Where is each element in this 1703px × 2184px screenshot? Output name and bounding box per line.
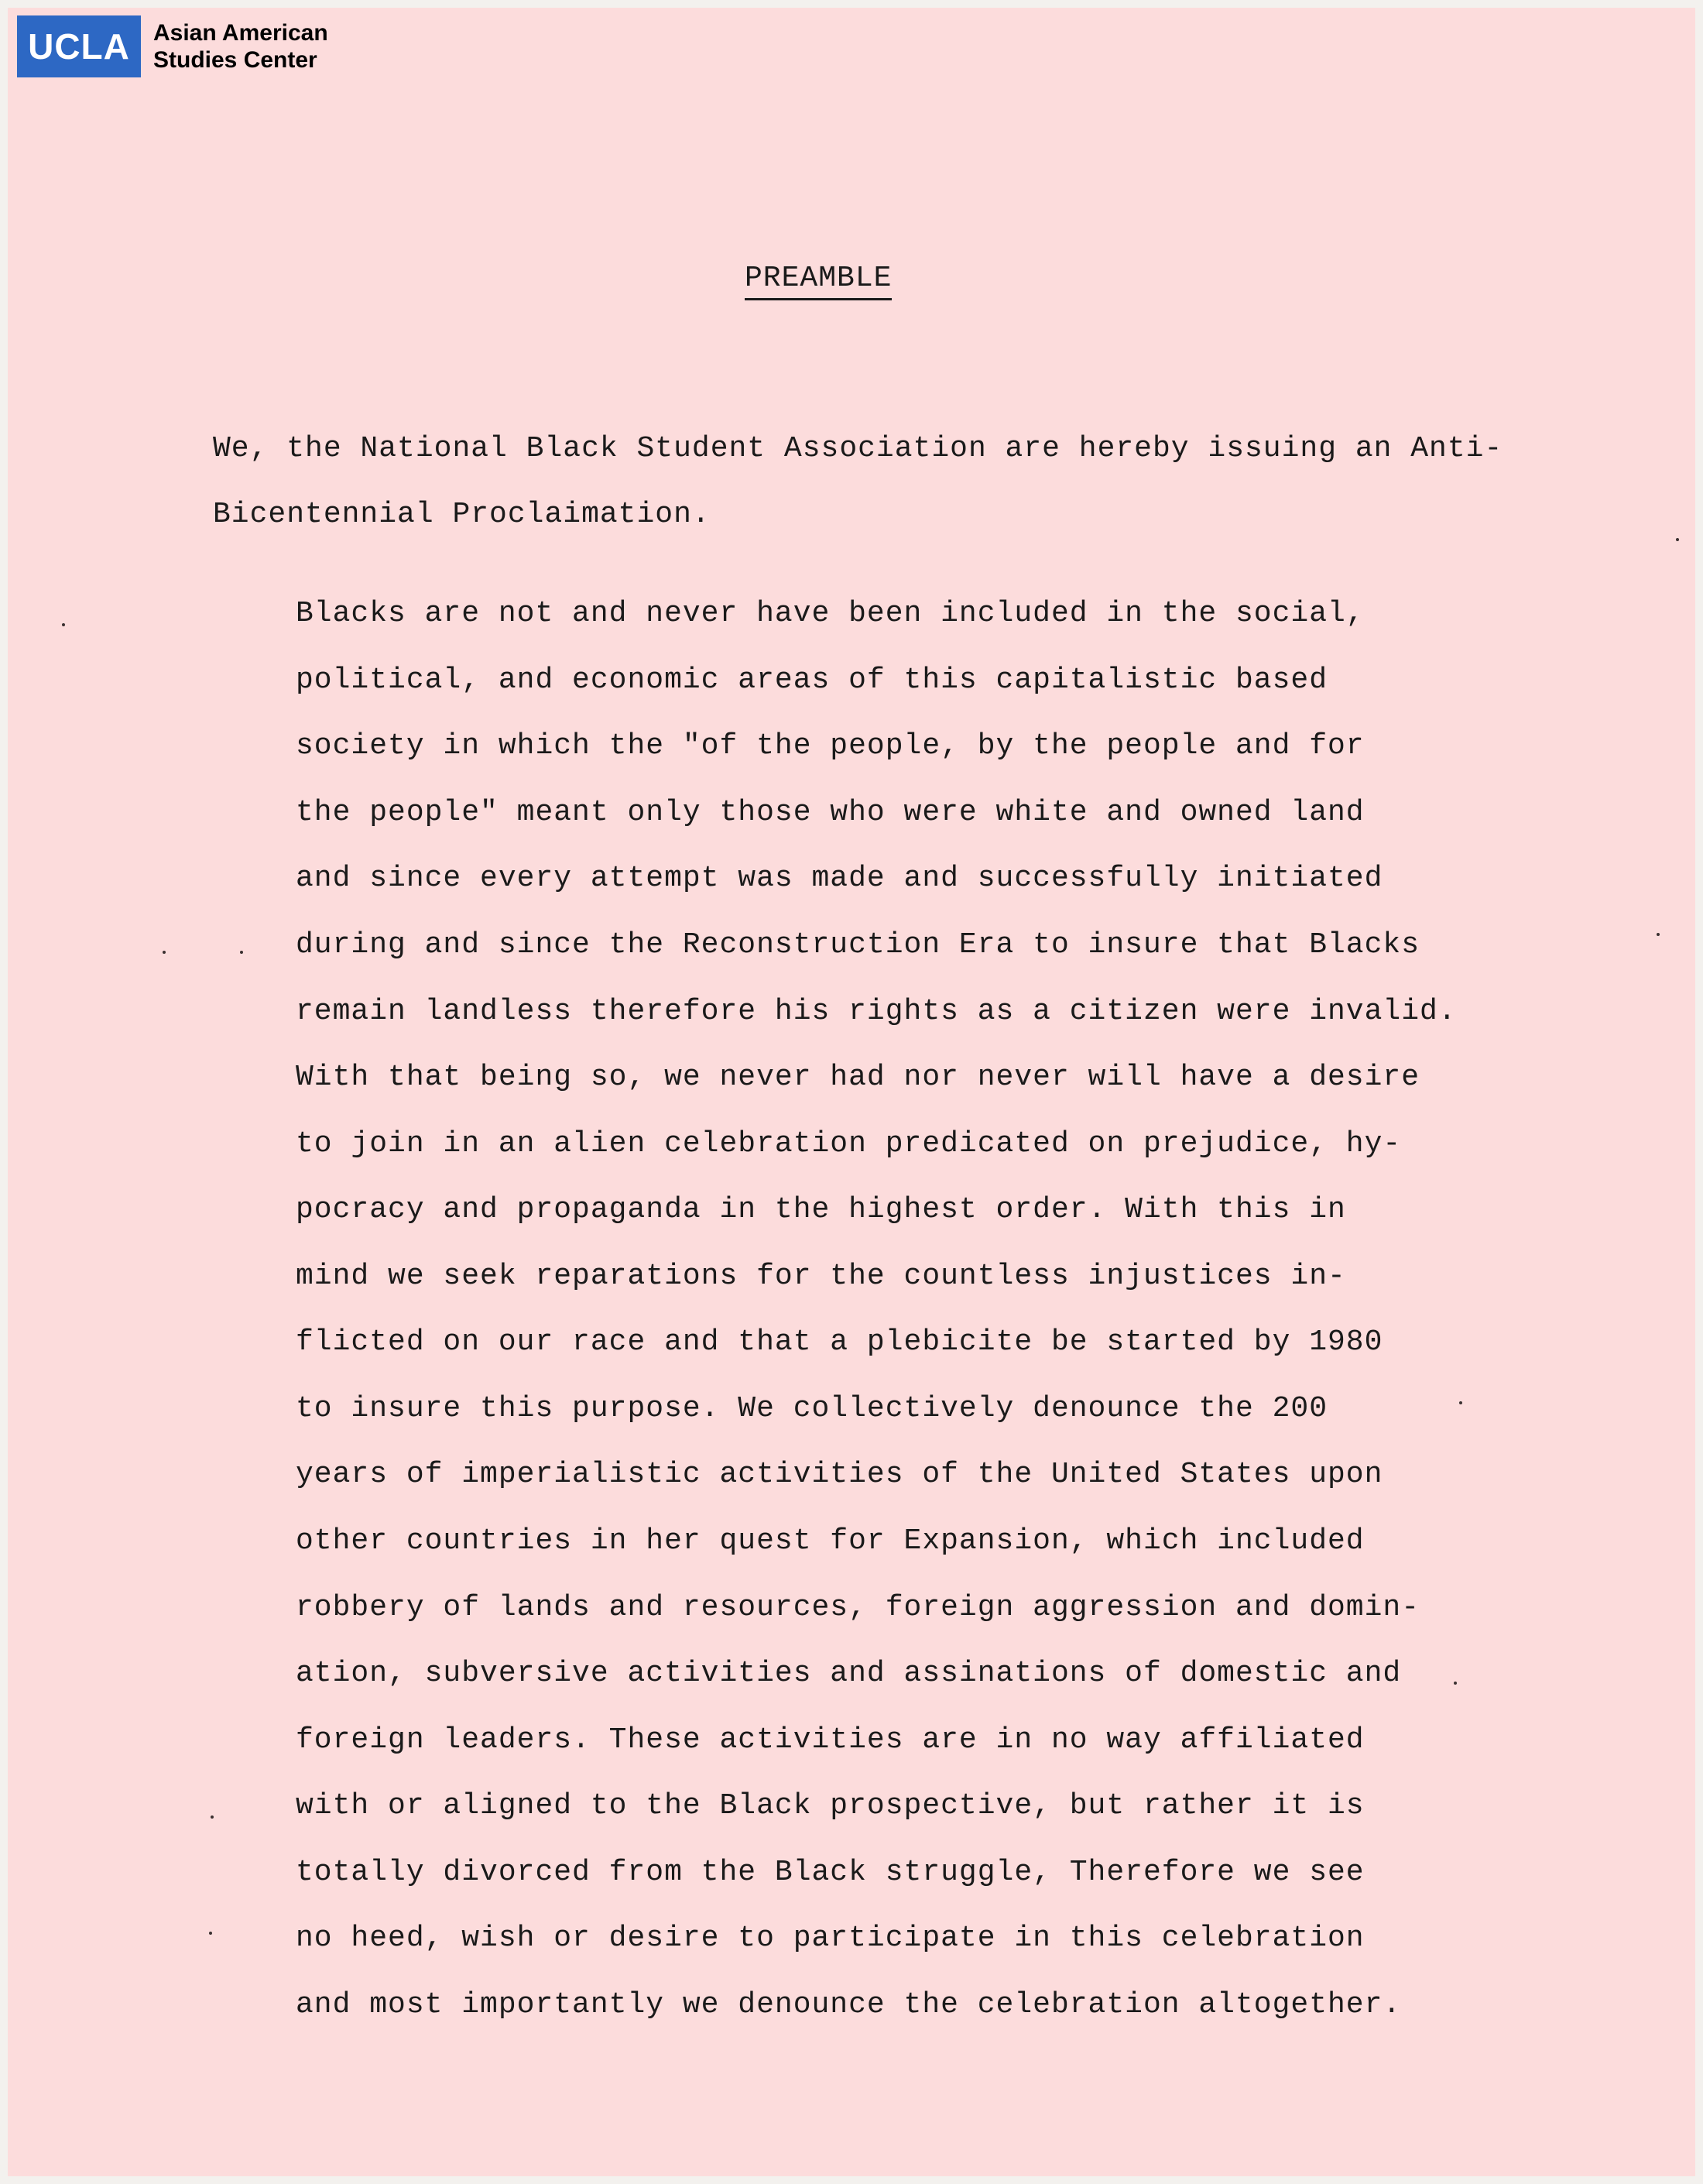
body-line: With that being so, we never had nor never will have a desire [296, 1061, 1420, 1094]
body-line: society in which the "of the people, by the people and for [296, 729, 1365, 763]
paper-speck [1657, 933, 1660, 936]
body-line: pocracy and propaganda in the highest order. With this in [296, 1193, 1346, 1226]
body-line: the people" meant only those who were white and owned land [296, 796, 1365, 829]
ucla-logo-mark: UCLA [17, 15, 141, 77]
logo-caption-line-1: Asian American [153, 20, 328, 46]
logo-caption [153, 19, 328, 74]
logo-caption-line-2: Studies Center [153, 47, 317, 73]
paper-speck [209, 1932, 212, 1935]
intro-line-2: Bicentennial Proclaimation. [213, 498, 711, 531]
paper-speck [163, 951, 166, 954]
body-line: mind we seek reparations for the countless injustices in- [296, 1260, 1346, 1293]
body-line: Blacks are not and never have been included in the social, [296, 597, 1365, 630]
body-line: years of imperialistic activities of the United States upon [296, 1458, 1383, 1491]
body-line: ation, subversive activities and assinations of domestic and [296, 1657, 1402, 1690]
body-line: flicted on our race and that a plebicite be started by 1980 [296, 1325, 1383, 1359]
body-line: and since every attempt was made and successfully initiated [296, 862, 1383, 895]
ucla-logo [17, 15, 328, 77]
body-line: and most importantly we denounce the celebration altogether. [296, 1988, 1402, 2021]
body-line: totally divorced from the Black struggle, Therefore we see [296, 1856, 1365, 1889]
paper-speck [1676, 538, 1679, 541]
paper-speck [240, 951, 243, 954]
body-line: no heed, wish or desire to participate in this celebration [296, 1922, 1365, 1955]
body-line: robbery of lands and resources, foreign aggression and domin- [296, 1591, 1420, 1624]
body-line: with or aligned to the Black prospective, but rather it is [296, 1789, 1365, 1822]
paper-speck [1459, 1401, 1462, 1404]
body-line: to insure this purpose. We collectively denounce the 200 [296, 1392, 1328, 1425]
body-line: remain landless therefore his rights as a citizen were invalid. [296, 995, 1457, 1028]
page-title: PREAMBLE [745, 262, 892, 300]
intro-line-1: We, the National Black Student Association are hereby issuing an Anti- [213, 432, 1503, 465]
paper-speck [62, 623, 65, 626]
paper-speck [211, 1815, 214, 1819]
paper-speck [1454, 1682, 1457, 1685]
body-line: other countries in her quest for Expansion, which included [296, 1524, 1365, 1558]
body-line: to join in an alien celebration predicated on prejudice, hy- [296, 1127, 1402, 1161]
body-line: political, and economic areas of this capitalistic based [296, 663, 1328, 697]
body-line: foreign leaders. These activities are in no way affiliated [296, 1723, 1365, 1757]
body-line: during and since the Reconstruction Era to insure that Blacks [296, 928, 1420, 962]
